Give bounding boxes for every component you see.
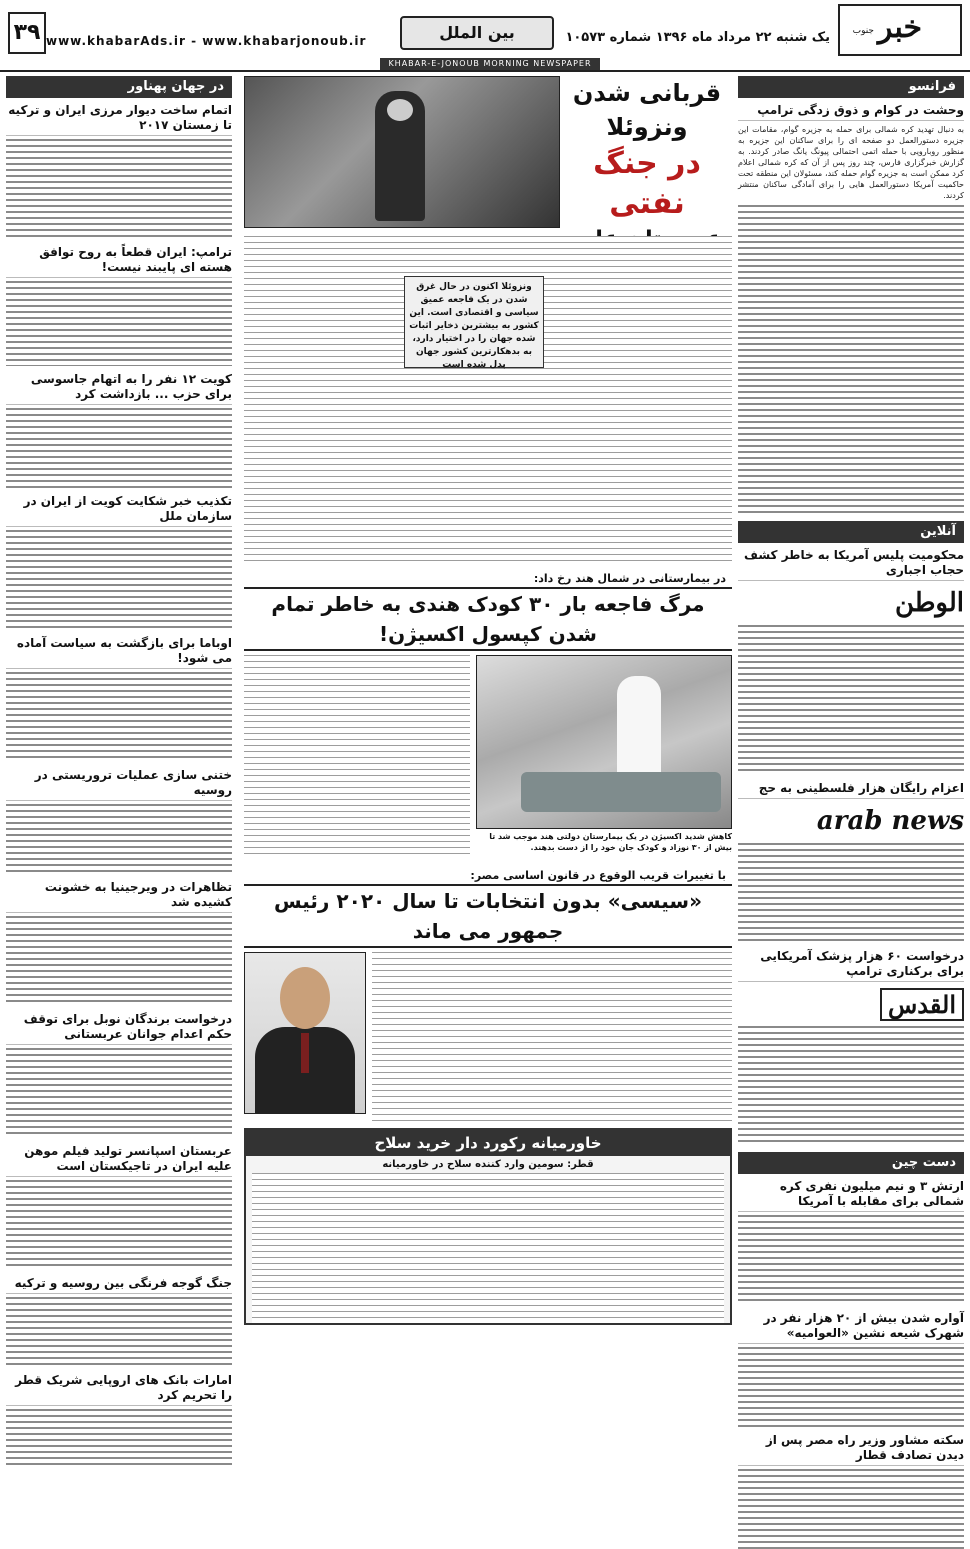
arabnews-logo: arab news xyxy=(816,806,964,836)
article-title: محکومیت پلیس آمریکا به خاطر کشف حجاب اجباری xyxy=(738,548,964,581)
article-body: به دنبال تهدید کره شمالی برای حمله به جزیره گوام، مقامات این جزیره دستورالعمل دو صفحه ای را برای ساکنان این جزیره به منظور روبارویی با حمله اتمی احتمالی پیونگ یانگ صادر کردند. به گزارش خبرگزاری فارس، چند روز پس از آن که کره شمالی اعلام کرد ممکن است به جزیره گوام حمله کند، مسئولان این منطقه تحت حاکمیت آمریکا دستورالعمل هایی را برای آمادگی ساکنان منتشر کردند. xyxy=(738,125,964,200)
protest-photo xyxy=(244,76,560,228)
news-item-text xyxy=(6,672,232,762)
news-item-title: اتمام ساخت دیوار مرزی ایران و ترکیه تا زمستان ۲۰۱۷ xyxy=(6,103,232,136)
alwatan-logo: الوطن xyxy=(894,588,964,618)
news-item-title: ختنی سازی عملیات تروریستی در روسیه xyxy=(6,768,232,801)
masthead xyxy=(0,0,970,72)
news-item-text xyxy=(6,530,232,630)
source-logo xyxy=(738,585,964,621)
article-title: اعزام رایگان هزار فلسطینی به حج xyxy=(738,781,964,799)
photo-caption: کاهش شدید اکسیژن در یک بیمارستان دولتی هند موجب شد تا بیش از ۳۰ نوزاد و کودک جان خود را از دست بدهند. xyxy=(489,832,732,852)
face xyxy=(280,967,330,1029)
article-title: وحشت در کوام و ذوق زدگی ترامپ xyxy=(738,103,964,121)
news-item-text xyxy=(6,1297,232,1367)
egypt-story-text xyxy=(372,952,732,1122)
doctor-figure xyxy=(617,676,661,776)
hospital-photo xyxy=(476,655,732,829)
lead-headline-line1: قربانی شدن ونزوئلا xyxy=(572,79,722,141)
news-item-title: کویت ۱۲ نفر را به اتهام جاسوسی برای حزب ... بازداشت کرد xyxy=(6,372,232,405)
hospital-bed xyxy=(521,772,721,812)
news-item-text xyxy=(6,1180,232,1270)
box-headline: خاورمیانه رکورد دار خرید سلاح xyxy=(246,1130,730,1156)
arms-purchase-box xyxy=(244,1128,732,1325)
news-item-text xyxy=(6,139,232,239)
logo-text: خبر xyxy=(877,10,923,45)
right-column xyxy=(738,76,964,1462)
center-column xyxy=(244,76,732,1418)
article-text-block xyxy=(738,1347,964,1427)
article-text-block xyxy=(738,843,964,943)
egypt-story-body xyxy=(244,952,732,1122)
section-header-online: آنلاین xyxy=(738,521,964,543)
box-text xyxy=(246,1173,730,1323)
story-kicker: در بیمارستانی در شمال هند رخ داد: xyxy=(533,572,726,585)
box-body-text xyxy=(252,1173,724,1323)
news-item-title: ترامپ: ایران قطعاً به روح توافق هسته ای پایبند نیست! xyxy=(6,245,232,278)
article-text-block xyxy=(738,1026,964,1146)
article-title: آواره شدن بیش از ۲۰ هزار نفر در شهرک شیعه نشین «العوامیه» xyxy=(738,1311,964,1344)
article-text-block xyxy=(738,1469,964,1549)
news-item-text xyxy=(6,1048,232,1138)
article-text-block xyxy=(738,205,964,515)
india-story-body xyxy=(244,655,732,852)
news-item-title: امارات بانک های اروپایی شریک قطر را تحریم کرد xyxy=(6,1373,232,1406)
box-subhead: قطر: سومین وارد کننده سلاح در خاورمیانه xyxy=(382,1159,594,1170)
news-item-text xyxy=(6,408,232,488)
news-item-text xyxy=(6,804,232,874)
lead-headline-line2: در جنگ نفتی xyxy=(593,146,701,221)
pull-quote: ونزوئلا اکنون در حال غرق شدن در یک فاجعه عمیق سیاسی و اقتصادی است. این کشور به بیشترین ذخایر اثبات شده جهان را در اختیار دارد، به بدهکارترین کشور جهان بدل شده است xyxy=(404,276,544,368)
website-urls: www.khabarAds.ir - www.khabarjonoub.ir xyxy=(46,34,367,48)
story-kicker: با تغییرات قریب الوقوع در قانون اساسی مصر: xyxy=(470,869,726,882)
news-item-title: اوباما برای بازگشت به سیاست آماده می شود! xyxy=(6,636,232,669)
english-banner: KHABAR-E-JONOUB MORNING NEWSPAPER xyxy=(380,58,600,70)
section-header-world: در جهان پهناور xyxy=(6,76,232,98)
sisi-photo xyxy=(244,952,366,1114)
news-item-title: تظاهرات در ویرجینیا به خشونت کشیده شد xyxy=(6,880,232,913)
page-number: ۳۹ xyxy=(8,12,46,54)
section-title: بین الملل xyxy=(400,16,554,50)
news-item-title: عربستان اسپانسر تولید فیلم موهن علیه ایران در تاجیکستان است xyxy=(6,1144,232,1177)
news-item-title: تکذیب خبر شکایت کویت از ایران در سازمان ملل xyxy=(6,494,232,527)
article-title: سکته مشاور وزیر راه مصر پس از دیدن تصادف قطار xyxy=(738,1433,964,1466)
section-header-dastchin: دست چین xyxy=(738,1152,964,1174)
article-title: ارتش ۳ و نیم میلیون نفری کره شمالی برای مقابله با آمریکا xyxy=(738,1179,964,1212)
story-body-text xyxy=(372,952,732,1122)
gas-mask xyxy=(387,99,413,121)
logo-subtitle: جنوب xyxy=(852,26,874,36)
left-column xyxy=(6,76,232,1418)
article-text-block xyxy=(738,1215,964,1305)
news-item-text xyxy=(6,916,232,1006)
section-header-fransu: فرانسو xyxy=(738,76,964,98)
lead-story xyxy=(244,76,732,566)
source-logo xyxy=(738,803,964,839)
news-item-title: درخواست برندگان نوبل برای توقف حکم اعدام جوانان عربستانی xyxy=(6,1012,232,1045)
egypt-story xyxy=(244,869,732,1122)
news-item-text xyxy=(6,1409,232,1469)
news-item-title: جنگ گوجه فرنگی بین روسیه و ترکیه xyxy=(6,1276,232,1294)
india-story-text xyxy=(244,655,470,855)
story-headline: مرگ فاجعه بار ۳۰ کودک هندی به خاطر تمام شدن کپسول اکسیژن! xyxy=(244,587,732,651)
story-body-text xyxy=(244,655,470,855)
alquds-logo: القدس xyxy=(880,988,964,1021)
india-story xyxy=(244,572,732,852)
issue-date: یک شنبه ۲۲ مرداد ماه ۱۳۹۶ شماره ۱۰۵۷۳ xyxy=(565,30,830,45)
story-headline: «سیسی» بدون انتخابات تا سال ۲۰۲۰ رئیس جمهور می ماند xyxy=(244,884,732,948)
article-title: درخواست ۶۰ هزار پزشک آمریکایی برای برکناری ترامپ xyxy=(738,949,964,982)
source-logo xyxy=(738,986,964,1022)
tie xyxy=(301,1033,309,1073)
news-item-text xyxy=(6,281,232,366)
article-text-block xyxy=(738,625,964,775)
